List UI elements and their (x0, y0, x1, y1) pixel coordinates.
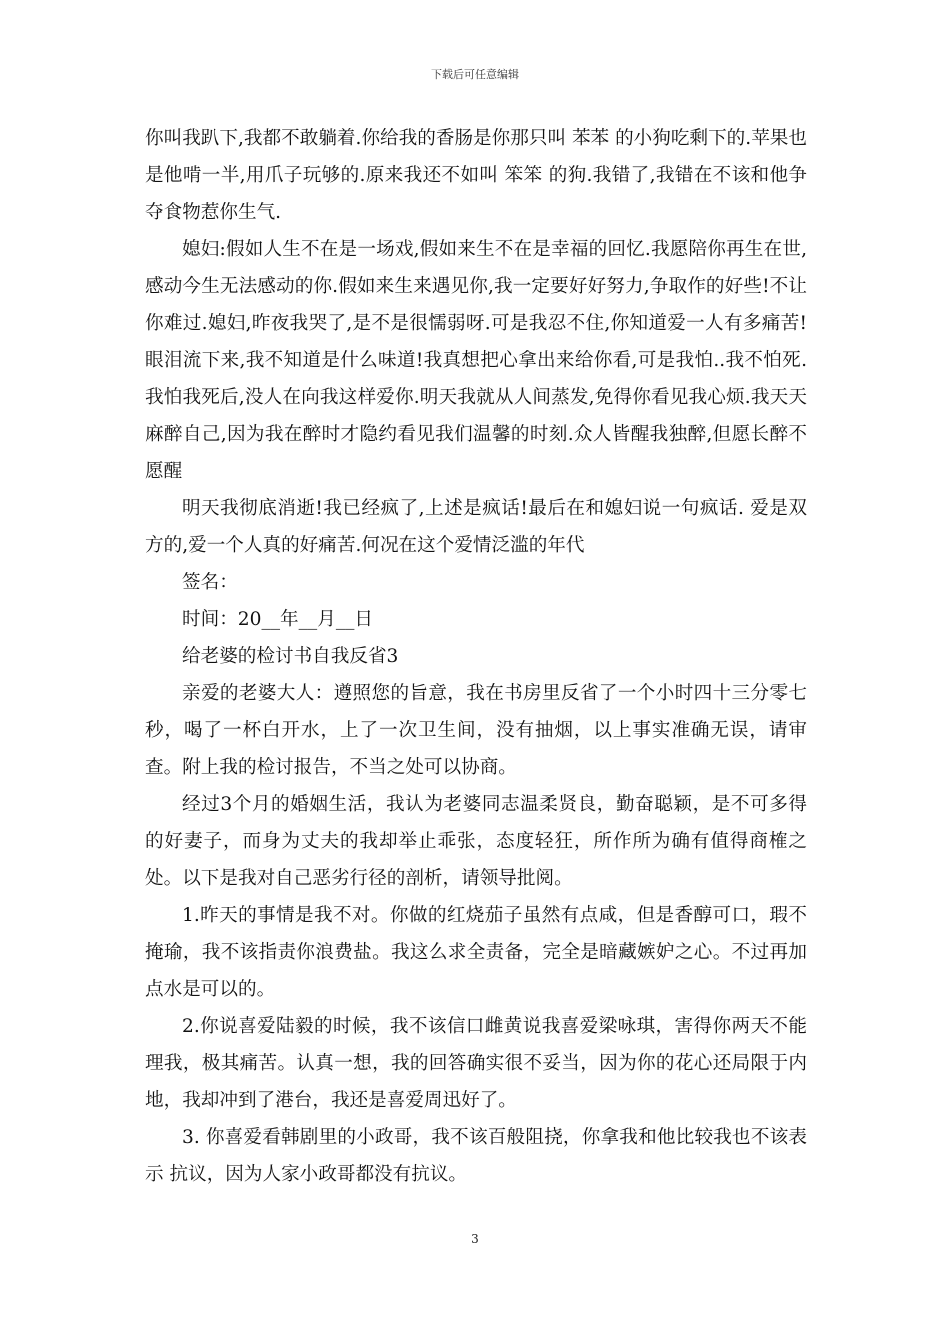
paragraph-greeting: 亲爱的老婆大人：遵照您的旨意，我在书房里反省了一个小时四十三分零七秒，喝了一杯白开水，上了一次卫生间，没有抽烟，以上事实准确无误，请审查。附上我的检讨报告，不当之处可以协商。 (145, 683, 807, 778)
signature-line: 签名： (182, 572, 238, 593)
page-number: 3 (471, 1232, 479, 1246)
paragraph-wife-message: 媳妇:假如人生不在是一场戏,假如来生不在是幸福的回忆.我愿陪你再生在世,感动今生无法感动的你.假如来生来遇见你,我一定要好好努力,争取作的好些!不让你难过.媳妇,昨夜我哭了,是不是很懦弱呀.可是我忍不住,你知道爱一人有多痛苦!眼泪流下来,我不知道是什么味道!我真想把心拿出来给你看,可是我怕..我不怕死.我怕我死后,没人在向我这样爱你.明天我就从人间蒸发,免得你看见我心烦.我天天麻醉自己,因为我在醉时才隐约看见我们温馨的时刻.众人皆醒我独醉,但愿长醉不愿醒 (145, 239, 807, 482)
date-line: 时间：20__年__月__日 (182, 609, 374, 630)
list-item-1: 1.昨天的事情是我不对。你做的红烧茄子虽然有点咸，但是香醇可口，瑕不掩瑜，我不该指责你浪费盐。我这么求全责备，完全是暗藏嫉妒之心。不过再加点水是可以的。 (145, 905, 807, 1000)
list-item-2: 2.你说喜爱陆毅的时候，我不该信口雌黄说我喜爱梁咏琪，害得你两天不能理我，极其痛苦。认真一想，我的回答确实很不妥当，因为你的花心还局限于内地，我却冲到了港台，我还是喜爱周迅好了。 (145, 1016, 807, 1111)
paragraph-tomorrow-vanish: 明天我彻底消逝!我已经疯了,上述是疯话!最后在和媳妇说一句疯话. 爱是双方的,爱一个人真的好痛苦.何况在这个爱情泛滥的年代 (145, 498, 807, 556)
document-body (145, 120, 807, 1193)
paragraph-marriage: 经过3个月的婚姻生活，我认为老婆同志温柔贤良，勤奋聪颖，是不可多得的好妻子，而身为丈夫的我却举止乖张，态度轻狂，所作所为确有值得商榷之处。以下是我对自己恶劣行径的剖析，请领导批阅。 (145, 794, 807, 889)
paragraph-dog-sausage: 你叫我趴下,我都不敢躺着.你给我的香肠是你那只叫 苯苯 的小狗吃剩下的.苹果也是他啃一半,用爪子玩够的.原来我还不如叫 笨笨 的狗.我错了,我错在不该和他争夺食物惹你生气. (145, 128, 807, 223)
list-item-3: 3. 你喜爱看韩剧里的小政哥，我不该百般阻挠，你拿我和他比较我也不该表示 抗议，因为人家小政哥都没有抗议。 (145, 1127, 807, 1185)
page-header: 下载后可任意编辑 (431, 68, 519, 81)
section-title: 给老婆的检讨书自我反省3 (182, 646, 399, 667)
